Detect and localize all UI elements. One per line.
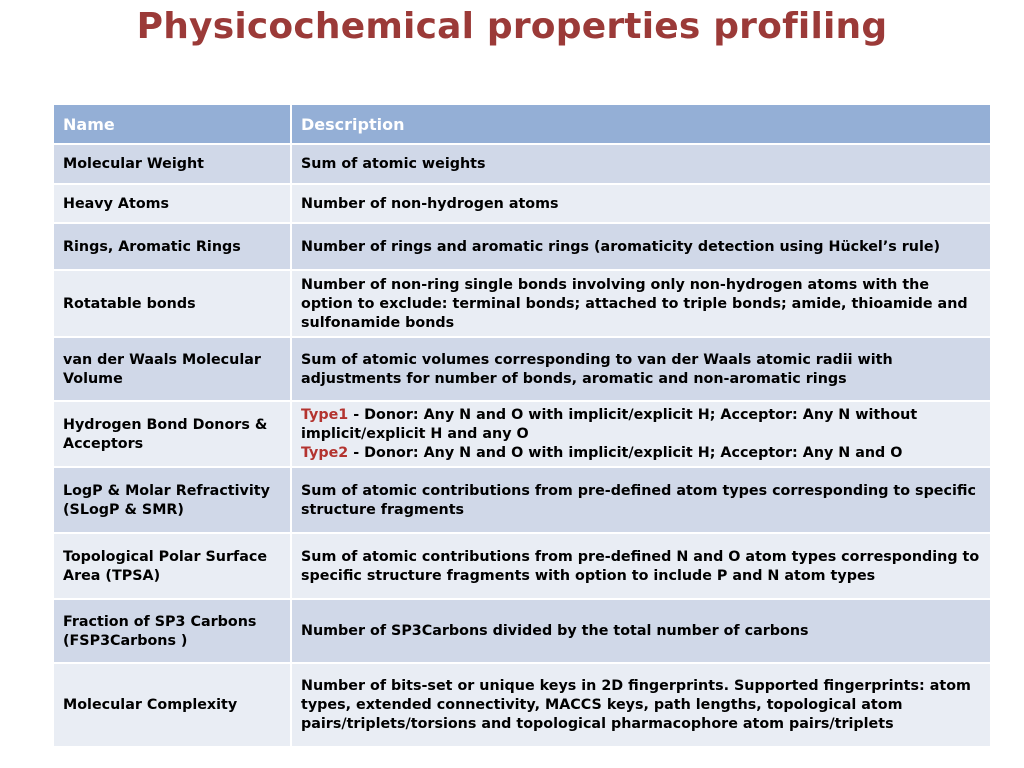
row-description-cell: Sum of atomic contributions from pre-defined N and O atom types corresponding to specific structure fragments with option to include P and N atom types xyxy=(291,533,991,599)
row-description-cell: Number of non-ring single bonds involving only non-hydrogen atoms with the option to exclude: terminal bonds; attached to triple bonds; amide, thioamide and sulfonamide bonds xyxy=(291,270,991,337)
row-name-cell: Hydrogen Bond Donors & Acceptors xyxy=(53,401,291,467)
table-row xyxy=(53,533,991,599)
row-description-cell: Number of non-hydrogen atoms xyxy=(291,184,991,223)
table-row xyxy=(53,144,991,184)
row-name-cell: Fraction of SP3 Carbons (FSP3Carbons ) xyxy=(53,599,291,663)
type2-text: - Donor: Any N and O with implicit/explicit H; Acceptor: Any N and O xyxy=(348,445,903,461)
table-row xyxy=(53,599,991,663)
table-row xyxy=(53,270,991,337)
column-header-description: Description xyxy=(291,104,991,144)
type1-label: Type1 xyxy=(301,407,349,423)
hbond-type2-line xyxy=(301,444,981,463)
row-name-cell: Rings, Aromatic Rings xyxy=(53,223,291,270)
row-description-cell: Sum of atomic volumes corresponding to van der Waals atomic radii with adjustments for number of bonds, aromatic and non-aromatic rings xyxy=(291,337,991,401)
row-name-cell: Topological Polar Surface Area (TPSA) xyxy=(53,533,291,599)
table-row xyxy=(53,223,991,270)
table-row xyxy=(53,467,991,533)
row-description-cell xyxy=(291,401,991,467)
table-row xyxy=(53,663,991,747)
table-row xyxy=(53,401,991,467)
type2-label: Type2 xyxy=(301,445,349,461)
row-name-cell: van der Waals Molecular Volume xyxy=(53,337,291,401)
row-description-cell: Number of bits-set or unique keys in 2D fingerprints. Supported fingerprints: atom types, extended connectivity, MACCS keys, path lengths, topological atom pairs/triplets/torsions and topological pharmacophore atom pairs/triplets xyxy=(291,663,991,747)
page-title: Physicochemical properties profiling xyxy=(136,6,888,47)
column-header-name: Name xyxy=(53,104,291,144)
row-name-cell: Molecular Weight xyxy=(53,144,291,184)
row-name-cell: Heavy Atoms xyxy=(53,184,291,223)
row-description-cell: Sum of atomic contributions from pre-defined atom types corresponding to specific structure fragments xyxy=(291,467,991,533)
row-name-cell: LogP & Molar Refractivity (SLogP & SMR) xyxy=(53,467,291,533)
table-row xyxy=(53,184,991,223)
hbond-type1-line xyxy=(301,406,981,444)
row-description-cell: Number of SP3Carbons divided by the total number of carbons xyxy=(291,599,991,663)
table-row xyxy=(53,337,991,401)
table-header-row xyxy=(53,104,991,144)
row-description-cell: Number of rings and aromatic rings (aromaticity detection using Hückel’s rule) xyxy=(291,223,991,270)
row-description-cell: Sum of atomic weights xyxy=(291,144,991,184)
type1-text: - Donor: Any N and O with implicit/explicit H; Acceptor: Any N without implicit/explicit H and any O xyxy=(301,407,918,442)
row-name-cell: Rotatable bonds xyxy=(53,270,291,337)
row-name-cell: Molecular Complexity xyxy=(53,663,291,747)
properties-table xyxy=(52,103,992,748)
